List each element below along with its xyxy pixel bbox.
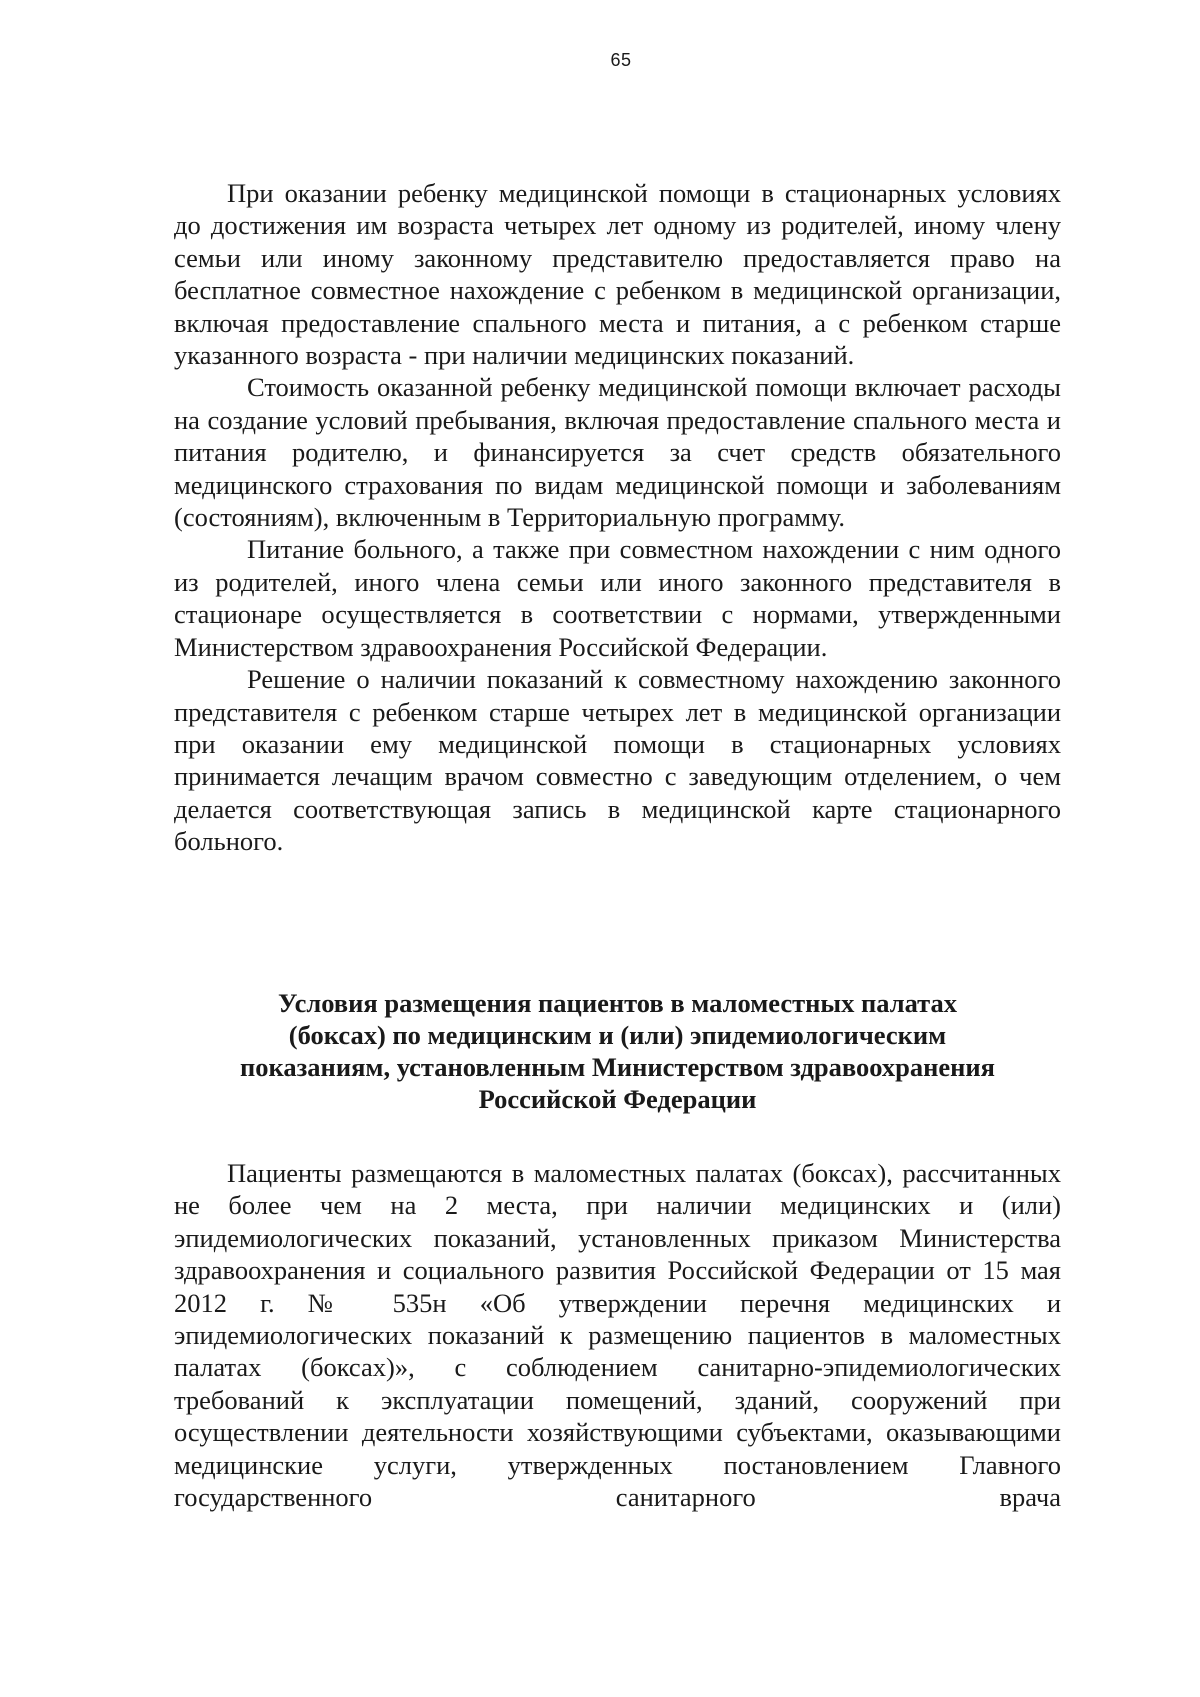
body-text-section-1 <box>174 177 1061 858</box>
heading-line: Российской Федерации <box>478 1084 757 1114</box>
body-text-section-2 <box>174 1157 1061 1513</box>
heading-line: Условия размещения пациентов в маломестных палатах <box>277 988 957 1018</box>
paragraph: Решение о наличии показаний к совместному нахождению законного представителя с ребенком старше четырех лет в медицинской организации при оказании ему медицинской помощи в стационарных условиях принимается лечащим врачом совместно с заведующим отделением, о чем делается соответствующая запись в медицинской карте стационарного больного. <box>174 664 1061 857</box>
page-number: 65 <box>610 50 632 70</box>
paragraph: Стоимость оказанной ребенку медицинской помощи включает расходы на создание условий пребывания, включая предоставление спального места и питания родителю, и финансируется за счет средств обязательного медицинского страхования по видам медицинской помощи и заболеваниям (состояниям), включенным в Территориальную программу. <box>174 372 1061 533</box>
heading-line: (боксах) по медицинским и (или) эпидемиологическим <box>288 1020 947 1050</box>
paragraph: Пациенты размещаются в маломестных палатах (боксах), рассчитанных не более чем на 2 места, при наличии медицинских и (или) эпидемиологических показаний, установленных приказом Министерства здравоохранения и социального развития Российской Федерации от 15 мая 2012 г. № 535н «Об утверждении перечня медицинских и эпидемиологических показаний к размещению пациентов в маломестных палатах (боксах)», с соблюдением санитарно-эпидемиологических требований к эксплуатации помещений, зданий, сооружений при осуществлении деятельности хозяйствующими субъектами, оказывающими медицинские услуги, утвержденных постановлением Главного государственного санитарного врача <box>174 1158 1061 1513</box>
section-heading <box>174 987 1061 1115</box>
paragraph: Питание больного, а также при совместном нахождении с ним одного из родителей, иного члена семьи или иного законного представителя в стационаре осуществляется в соответствии с нормами, утвержденными Министерством здравоохранения Российской Федерации. <box>174 534 1061 662</box>
heading-line: показаниям, установленным Министерством здравоохранения <box>240 1052 995 1082</box>
paragraph: При оказании ребенку медицинской помощи в стационарных условиях до достижения им возраста четырех лет одному из родителей, иному члену семьи или иному законному представителю предоставляется право на бесплатное совместное нахождение с ребенком в медицинской организации, включая предоставление спального места и питания, а с ребенком старше указанного возраста - при наличии медицинских показаний. <box>174 178 1061 371</box>
